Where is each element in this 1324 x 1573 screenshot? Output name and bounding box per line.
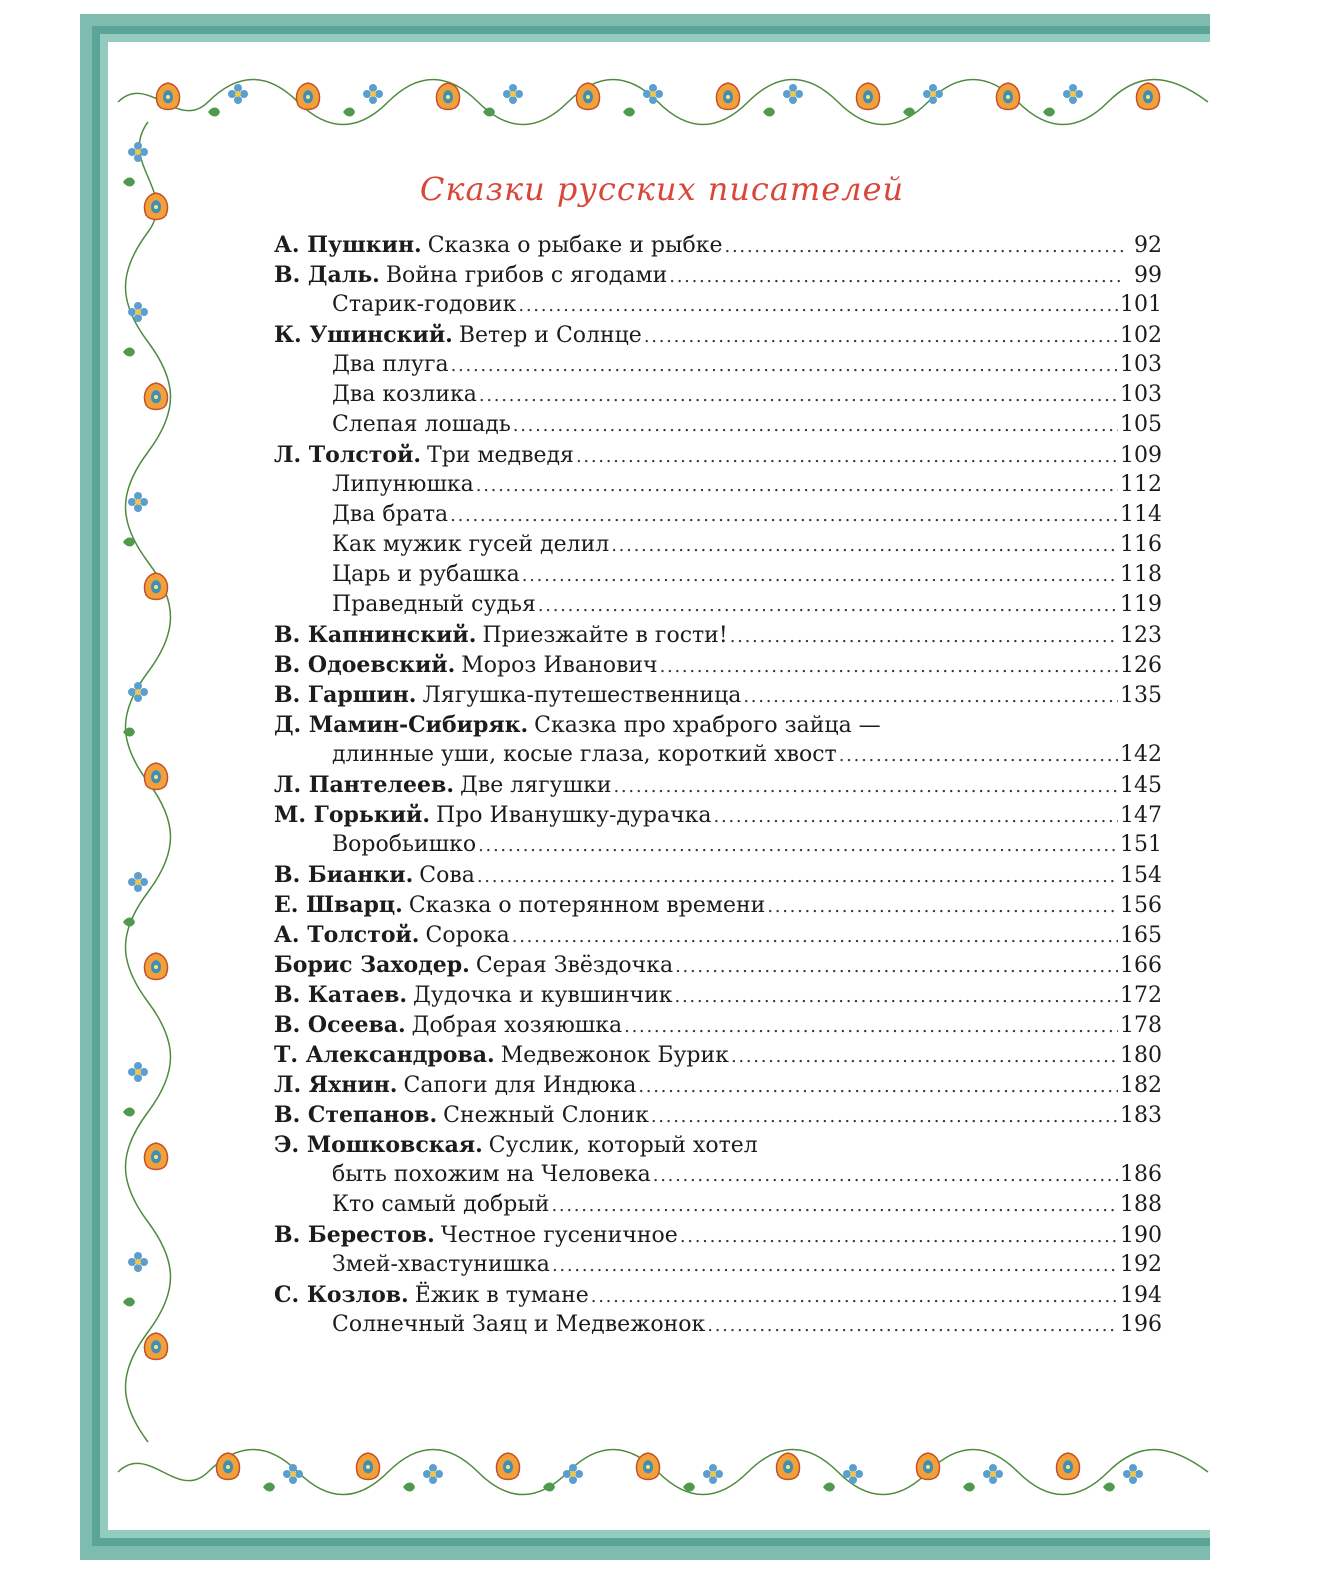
dot-leader xyxy=(450,502,1118,527)
toc-page-number: 102 xyxy=(1120,323,1162,348)
toc-entry xyxy=(274,1282,1162,1312)
dot-leader xyxy=(476,472,1118,497)
toc-title: Сапоги для Индюка xyxy=(403,1073,637,1098)
dot-leader xyxy=(522,562,1118,587)
toc-entry xyxy=(274,262,1162,292)
toc-page-number: 196 xyxy=(1120,1312,1162,1337)
toc-title: Суслик, который хотел xyxy=(488,1133,758,1158)
toc-author: Э. Мошковская. xyxy=(274,1132,483,1158)
toc-title: Сказка про храброго зайца — xyxy=(534,713,881,738)
toc-title: Сорока xyxy=(425,923,510,948)
toc-author: С. Козлов. xyxy=(274,1282,409,1308)
toc-entry xyxy=(274,652,1162,682)
toc-entry xyxy=(274,622,1162,652)
top-border-band xyxy=(118,80,1208,125)
dot-leader xyxy=(669,263,1124,288)
toc-author: В. Даль. xyxy=(274,262,380,288)
toc-title: Кто самый добрый xyxy=(332,1192,550,1217)
toc-entry xyxy=(274,742,1162,772)
toc-entry xyxy=(274,412,1162,442)
toc-title: Медвежонок Бурик xyxy=(500,1043,729,1068)
dot-leader xyxy=(513,412,1118,437)
toc-page-number: 92 xyxy=(1134,233,1162,258)
dot-leader xyxy=(714,803,1118,828)
toc-entry xyxy=(274,532,1162,562)
toc-entry xyxy=(274,892,1162,922)
toc-page-number: 112 xyxy=(1120,472,1162,497)
toc-author: А. Толстой. xyxy=(274,922,420,948)
toc-title: Серая Звёздочка xyxy=(475,953,674,978)
toc-entry xyxy=(274,322,1162,352)
toc-entry xyxy=(274,862,1162,892)
toc-entry xyxy=(274,802,1162,832)
toc-page-number: 188 xyxy=(1120,1192,1162,1217)
toc-page-number: 105 xyxy=(1120,412,1162,437)
dot-leader xyxy=(675,983,1118,1008)
toc-author: К. Ушинский. xyxy=(274,322,453,348)
toc-entry xyxy=(274,1132,1162,1162)
toc-title: Воробьишко xyxy=(332,832,477,857)
dot-leader xyxy=(479,382,1118,407)
toc-entry xyxy=(274,772,1162,802)
toc-title: Приезжайте в гости! xyxy=(482,623,728,648)
dot-leader xyxy=(478,832,1118,857)
toc-author: Д. Мамин-Сибиряк. xyxy=(274,712,529,738)
toc-page-number: 166 xyxy=(1120,953,1162,978)
dot-leader xyxy=(707,1312,1118,1337)
toc-entry xyxy=(274,232,1162,262)
dot-leader xyxy=(730,623,1118,648)
toc-title: Царь и рубашка xyxy=(332,562,520,587)
toc-author: Е. Шварц. xyxy=(274,892,403,918)
toc-title: Сказка о рыбаке и рыбке xyxy=(427,233,723,258)
dot-leader xyxy=(611,532,1118,557)
dot-leader xyxy=(451,352,1118,377)
dot-leader xyxy=(660,653,1118,678)
dot-leader xyxy=(725,233,1125,258)
toc-author: Т. Александрова. xyxy=(274,1042,495,1068)
toc-entry xyxy=(274,922,1162,952)
toc-entry xyxy=(274,952,1162,982)
toc-entry xyxy=(274,832,1162,862)
toc-entry xyxy=(274,382,1162,412)
dot-leader xyxy=(644,323,1118,348)
toc-page-number: 109 xyxy=(1120,443,1162,468)
toc-title: Война грибов с ягодами xyxy=(385,263,668,288)
toc-title: Две лягушки xyxy=(460,773,612,798)
toc-page-number: 142 xyxy=(1120,742,1162,767)
toc-page-number: 126 xyxy=(1120,653,1162,678)
toc-author: В. Бианки. xyxy=(274,862,414,888)
toc-page-number: 151 xyxy=(1120,832,1162,857)
table-of-contents xyxy=(274,232,1162,1342)
page-title: Сказки русских писателей xyxy=(419,170,905,208)
toc-title: Три медведя xyxy=(427,443,574,468)
toc-entry xyxy=(274,1222,1162,1252)
dot-leader xyxy=(680,1223,1118,1248)
toc-title: Змей-хвастунишка xyxy=(332,1252,550,1277)
toc-entry xyxy=(274,1072,1162,1102)
toc-author: В. Катаев. xyxy=(274,982,408,1008)
toc-page-number: 135 xyxy=(1120,683,1162,708)
toc-author: В. Капнинский. xyxy=(274,622,477,648)
toc-entry xyxy=(274,1192,1162,1222)
toc-entry xyxy=(274,1312,1162,1342)
toc-title: Старик-годовик xyxy=(332,292,517,317)
toc-page-number: 119 xyxy=(1120,592,1162,617)
toc-page-number: 103 xyxy=(1120,382,1162,407)
toc-entry xyxy=(274,592,1162,622)
dot-leader xyxy=(651,1103,1118,1128)
toc-title: Два козлика xyxy=(332,382,477,407)
dot-leader xyxy=(538,592,1118,617)
toc-page-number: 192 xyxy=(1120,1252,1162,1277)
dot-leader xyxy=(743,683,1118,708)
toc-entry xyxy=(274,1042,1162,1072)
toc-page-number: 99 xyxy=(1134,263,1162,288)
toc-author: Борис Заходер. xyxy=(274,952,470,978)
toc-page-number: 123 xyxy=(1120,623,1162,648)
toc-author: В. Одоевский. xyxy=(274,652,456,678)
toc-title: Про Иванушку-дурачка xyxy=(436,803,712,828)
toc-title: быть похожим на Человека xyxy=(332,1162,651,1187)
toc-title: Солнечный Заяц и Медвежонок xyxy=(332,1312,706,1337)
dot-leader xyxy=(591,1283,1118,1308)
toc-page-number: 165 xyxy=(1120,923,1162,948)
toc-page-number: 183 xyxy=(1120,1103,1162,1128)
dot-leader xyxy=(675,953,1118,978)
toc-author: В. Берестов. xyxy=(274,1222,435,1248)
dot-leader xyxy=(767,893,1118,918)
toc-page-number: 145 xyxy=(1120,773,1162,798)
toc-entry xyxy=(274,1012,1162,1042)
dot-leader xyxy=(839,742,1118,767)
toc-page-number: 114 xyxy=(1120,502,1162,527)
dot-leader xyxy=(512,923,1118,948)
dot-leader xyxy=(551,1192,1118,1217)
toc-author: В. Гаршин. xyxy=(274,682,417,708)
dot-leader xyxy=(638,1073,1118,1098)
dot-leader xyxy=(552,1252,1118,1277)
dot-leader xyxy=(653,1162,1118,1187)
left-border-band xyxy=(123,122,171,1442)
toc-title: Добрая хозяюшка xyxy=(411,1013,623,1038)
dot-leader xyxy=(613,773,1118,798)
toc-title: Снежный Слоник xyxy=(443,1103,649,1128)
toc-page-number: 147 xyxy=(1120,803,1162,828)
toc-title: Лягушка-путешественница xyxy=(422,683,742,708)
dot-leader xyxy=(518,292,1118,317)
toc-page-number: 190 xyxy=(1120,1223,1162,1248)
dot-leader xyxy=(576,443,1118,468)
toc-title: Праведный судья xyxy=(332,592,536,617)
toc-page-number: 186 xyxy=(1120,1162,1162,1187)
toc-entry xyxy=(274,502,1162,532)
toc-title: Сказка о потерянном времени xyxy=(408,893,766,918)
toc-entry xyxy=(274,982,1162,1012)
toc-page-number: 182 xyxy=(1120,1073,1162,1098)
toc-title: Липунюшка xyxy=(332,472,474,497)
toc-page-number: 101 xyxy=(1120,292,1162,317)
toc-page-number: 194 xyxy=(1120,1283,1162,1308)
toc-title: Как мужик гусей делил xyxy=(332,532,610,557)
toc-title: Два плуга xyxy=(332,352,449,377)
toc-entry xyxy=(274,1252,1162,1282)
toc-title: Слепая лошадь xyxy=(332,412,511,437)
toc-author: В. Степанов. xyxy=(274,1102,438,1128)
toc-entry xyxy=(274,352,1162,382)
toc-author: Л. Пантелеев. xyxy=(274,772,454,798)
toc-title: Два брата xyxy=(332,502,449,527)
toc-title: Ёжик в тумане xyxy=(414,1283,589,1308)
toc-page-number: 116 xyxy=(1120,532,1162,557)
toc-entry xyxy=(274,292,1162,322)
toc-page-number: 180 xyxy=(1120,1043,1162,1068)
toc-entry xyxy=(274,1102,1162,1132)
toc-entry xyxy=(274,682,1162,712)
toc-title: Сова xyxy=(419,863,475,888)
toc-title: Честное гусеничное xyxy=(440,1223,678,1248)
toc-page-number: 178 xyxy=(1120,1013,1162,1038)
toc-title: Ветер и Солнце xyxy=(458,323,642,348)
toc-entry xyxy=(274,562,1162,592)
toc-page-number: 154 xyxy=(1120,863,1162,888)
toc-author: А. Пушкин. xyxy=(274,232,422,258)
dot-leader xyxy=(477,863,1118,888)
toc-author: Л. Яхнин. xyxy=(274,1072,398,1098)
toc-entry xyxy=(274,1162,1162,1192)
bottom-border-band xyxy=(118,1450,1208,1495)
toc-page-number: 103 xyxy=(1120,352,1162,377)
toc-author: В. Осеева. xyxy=(274,1012,406,1038)
toc-title: длинные уши, косые глаза, короткий хвост xyxy=(332,742,837,767)
toc-author: Л. Толстой. xyxy=(274,442,422,468)
toc-entry xyxy=(274,712,1162,742)
toc-author: М. Горький. xyxy=(274,802,431,828)
toc-title: Дудочка и кувшинчик xyxy=(413,983,673,1008)
toc-entry xyxy=(274,442,1162,472)
toc-page-number: 118 xyxy=(1120,562,1162,587)
toc-page-number: 172 xyxy=(1120,983,1162,1008)
toc-title: Мороз Иванович xyxy=(461,653,658,678)
dot-leader xyxy=(731,1043,1118,1068)
dot-leader xyxy=(624,1013,1118,1038)
toc-page-number: 156 xyxy=(1120,893,1162,918)
toc-entry xyxy=(274,472,1162,502)
